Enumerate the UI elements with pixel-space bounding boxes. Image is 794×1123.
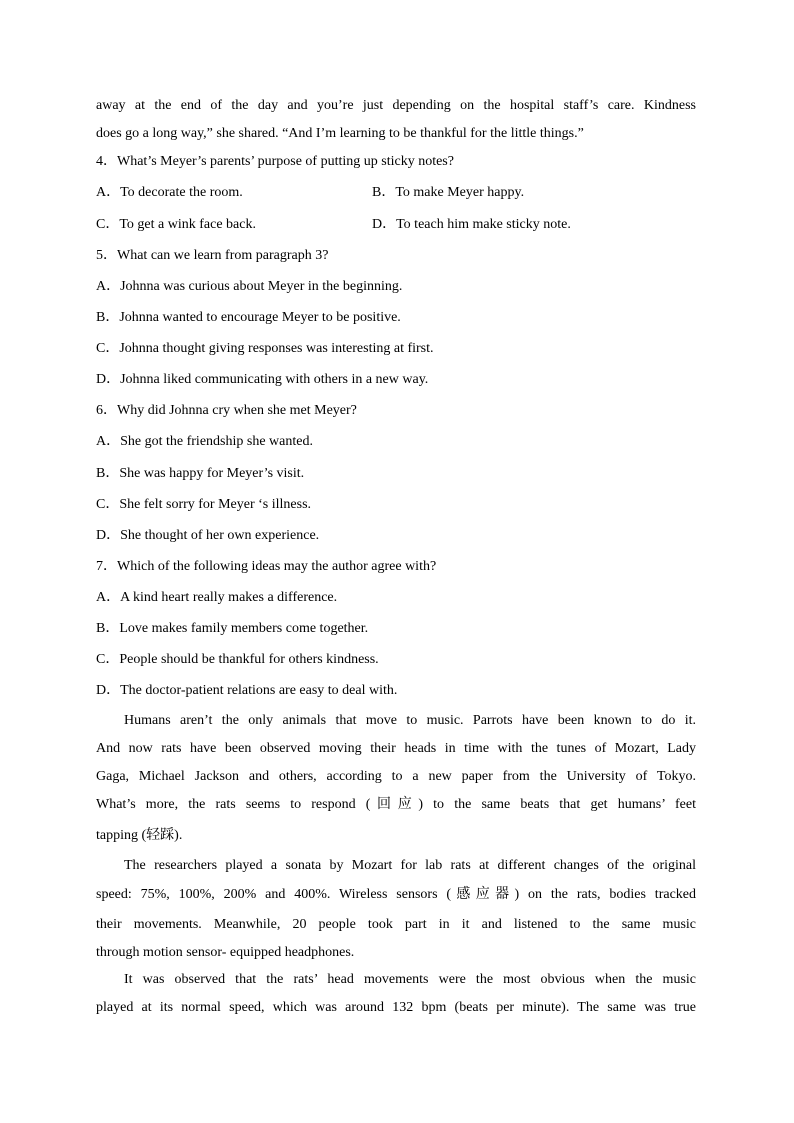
paragraph-line: through motion sensor- equipped headphones. [96,945,355,960]
option-a: A．A kind heart really makes a difference. [96,590,338,605]
paragraph-line: It was observed that the rats’ head movements were the most obvious when the music [124,972,696,987]
option-a: A．To decorate the room. [96,185,243,200]
passage-text-line: does go a long way,” she shared. “And I’m learning to be thankful for the little things.” [96,126,584,141]
question-stem: 4．What’s Meyer’s parents’ purpose of putting up sticky notes? [96,154,454,169]
paragraph-line: And now rats have been observed moving their heads in time with the tunes of Mozart, Lady [96,741,696,756]
paragraph-line: played at its normal speed, which was around 132 bpm (beats per minute). The same was true [96,1000,696,1015]
option-b: B．Johnna wanted to encourage Meyer to be positive. [96,310,401,325]
question-stem: 7．Which of the following ideas may the author agree with? [96,559,437,574]
option-a: A．She got the friendship she wanted. [96,434,313,449]
option-b: B．To make Meyer happy. [372,185,525,200]
paragraph-line: What’s more, the rats seems to respond (回应) to the same beats that get humans’ feet [96,797,696,812]
paragraph-line: The researchers played a sonata by Mozart for lab rats at different changes of the original [124,858,696,873]
paragraph-line: Humans aren’t the only animals that move to music. Parrots have been known to do it. [124,713,696,728]
paragraph-line: speed: 75%, 100%, 200% and 400%. Wireless sensors (感应器) on the rats, bodies tracked [96,887,696,902]
option-c: C．People should be thankful for others kindness. [96,652,379,667]
option-d: D．The doctor-patient relations are easy to deal with. [96,683,398,698]
option-d: D．To teach him make sticky note. [372,217,571,232]
option-a: A．Johnna was curious about Meyer in the beginning. [96,279,403,294]
option-c: C．She felt sorry for Meyer ‘s illness. [96,497,312,512]
paragraph-line: Gaga, Michael Jackson and others, according to a new paper from the University of Tokyo. [96,769,696,784]
option-c: C．Johnna thought giving responses was interesting at first. [96,341,434,356]
option-d: D．She thought of her own experience. [96,528,320,543]
option-b: B．Love makes family members come together. [96,621,369,636]
paragraph-line: their movements. Meanwhile, 20 people took part in it and listened to the same music [96,917,696,932]
passage-text-line: away at the end of the day and you’re just depending on the hospital staff’s care. Kindness [96,98,696,113]
option-c: C．To get a wink face back. [96,217,256,232]
question-stem: 5．What can we learn from paragraph 3? [96,248,329,263]
option-b: B．She was happy for Meyer’s visit. [96,466,305,481]
option-d: D．Johnna liked communicating with others in a new way. [96,372,429,387]
paragraph-line: tapping (轻踩). [96,828,183,843]
question-stem: 6．Why did Johnna cry when she met Meyer? [96,403,357,418]
